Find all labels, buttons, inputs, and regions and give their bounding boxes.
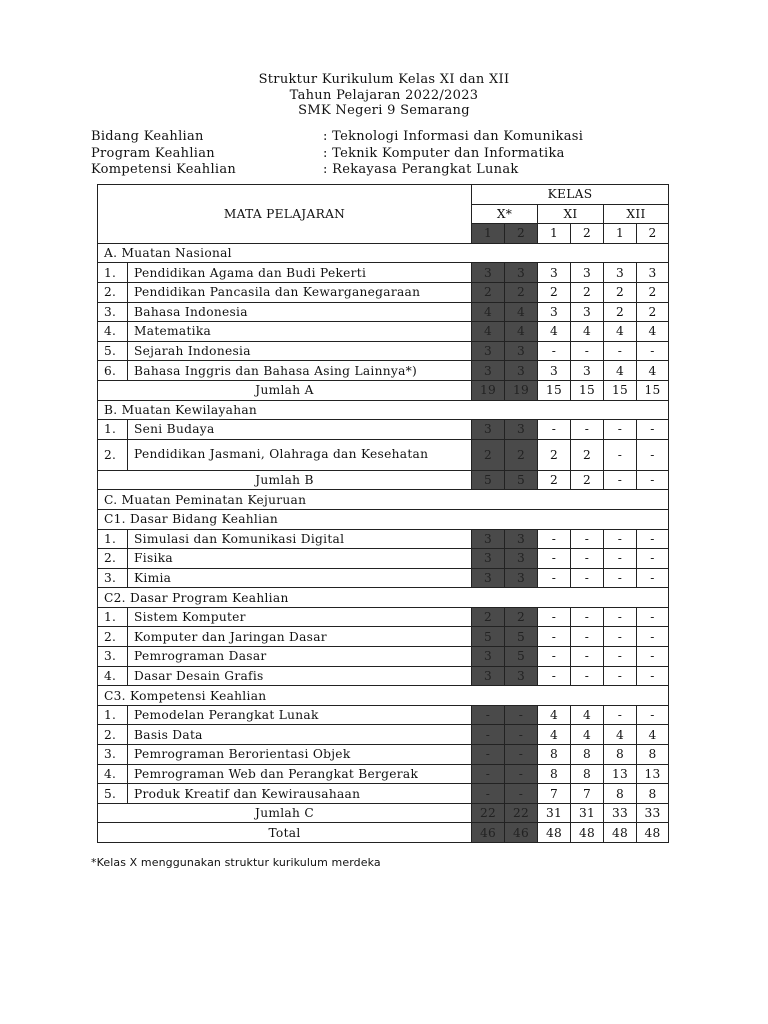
curriculum-table	[97, 184, 669, 843]
hours-cell: -	[604, 627, 637, 647]
section-label: C3. Kompetensi Keahlian	[98, 686, 669, 706]
row-number: 1.	[98, 263, 128, 283]
hours-cell: -	[472, 764, 505, 784]
row-number: 2.	[98, 549, 128, 569]
hours-cell: -	[637, 627, 669, 647]
hours-cell: 48	[637, 823, 669, 843]
hours-cell: -	[604, 439, 637, 470]
hours-cell: 2	[538, 282, 571, 302]
title-line-1: Struktur Kurikulum Kelas XI dan XII	[258, 72, 510, 87]
hours-cell: -	[571, 529, 604, 549]
hours-cell: -	[472, 725, 505, 745]
hours-cell: 3	[538, 302, 571, 322]
hours-cell: -	[505, 745, 538, 765]
table-row	[98, 420, 669, 440]
row-number: 3.	[98, 302, 128, 322]
hours-cell: 2	[571, 439, 604, 470]
hours-cell: 2	[472, 607, 505, 627]
hours-cell: -	[637, 549, 669, 569]
title-line-2: Tahun Pelajaran 2022/2023	[289, 87, 479, 103]
hours-cell: 3	[472, 666, 505, 686]
header-subject: MATA PELAJARAN	[98, 185, 472, 244]
table-row	[98, 302, 669, 322]
hours-cell: 48	[538, 823, 571, 843]
hours-cell: 2	[604, 282, 637, 302]
hours-cell: -	[538, 420, 571, 440]
hours-cell: 7	[571, 784, 604, 804]
hours-cell: -	[472, 705, 505, 725]
total-row	[98, 380, 669, 400]
row-number: 5.	[98, 341, 128, 361]
hours-cell: -	[505, 725, 538, 745]
hours-cell: 8	[571, 764, 604, 784]
hours-cell: -	[604, 341, 637, 361]
hours-cell: 3	[472, 549, 505, 569]
hours-cell: 3	[505, 549, 538, 569]
section-row	[98, 243, 669, 263]
row-number: 3.	[98, 745, 128, 765]
hours-cell: 8	[571, 745, 604, 765]
section-row	[98, 509, 669, 529]
subject-name: Bahasa Inggris dan Bahasa Asing Lainnya*)	[128, 361, 472, 381]
header-group-x: X*	[472, 204, 538, 224]
hours-cell: 3	[604, 263, 637, 283]
section-label: C2. Dasar Program Keahlian	[98, 588, 669, 608]
hours-cell: -	[538, 549, 571, 569]
row-number: 1.	[98, 529, 128, 549]
subject-name: Pemodelan Perangkat Lunak	[128, 705, 472, 725]
header-semester: 2	[637, 224, 669, 244]
hours-cell: 2	[604, 302, 637, 322]
subject-name: Bahasa Indonesia	[128, 302, 472, 322]
hours-cell: -	[538, 607, 571, 627]
hours-cell: 2	[637, 302, 669, 322]
header-group-xi: XI	[538, 204, 604, 224]
header-group-xii: XII	[604, 204, 669, 224]
title-line-3: SMK Negeri 9 Semarang	[298, 103, 470, 118]
row-number: 2.	[98, 282, 128, 302]
subject-name: Fisika	[128, 549, 472, 569]
hours-cell: 4	[505, 322, 538, 342]
hours-cell: 2	[472, 439, 505, 470]
hours-cell: 3	[505, 568, 538, 588]
hours-cell: -	[604, 568, 637, 588]
total-label: Total	[98, 823, 472, 843]
document-header	[0, 72, 768, 119]
hours-cell: -	[538, 568, 571, 588]
table-row	[98, 745, 669, 765]
meta-row	[91, 146, 583, 163]
row-number: 1.	[98, 420, 128, 440]
section-row	[98, 490, 669, 510]
hours-cell: -	[505, 705, 538, 725]
subject-name: Pendidikan Jasmani, Olahraga dan Kesehatan	[128, 439, 472, 470]
hours-cell: -	[604, 666, 637, 686]
hours-cell: 46	[472, 823, 505, 843]
meta-value: : Teknologi Informasi dan Komunikasi	[323, 129, 584, 144]
hours-cell: -	[538, 341, 571, 361]
hours-cell: 33	[637, 803, 669, 823]
hours-cell: -	[637, 607, 669, 627]
hours-cell: -	[472, 784, 505, 804]
row-number: 3.	[98, 568, 128, 588]
hours-cell: 4	[538, 725, 571, 745]
row-number: 4.	[98, 322, 128, 342]
hours-cell: 31	[571, 803, 604, 823]
subject-name: Dasar Desain Grafis	[128, 666, 472, 686]
table-row	[98, 705, 669, 725]
table-row	[98, 725, 669, 745]
section-row	[98, 686, 669, 706]
meta-value: : Teknik Komputer dan Informatika	[323, 145, 565, 161]
hours-cell: 5	[505, 470, 538, 490]
hours-cell: 4	[571, 705, 604, 725]
hours-cell: 3	[571, 361, 604, 381]
hours-cell: -	[538, 627, 571, 647]
hours-cell: 2	[472, 282, 505, 302]
hours-cell: -	[637, 666, 669, 686]
hours-cell: 48	[604, 823, 637, 843]
hours-cell: 8	[538, 745, 571, 765]
hours-cell: -	[637, 420, 669, 440]
section-label: C1. Dasar Bidang Keahlian	[98, 509, 669, 529]
table-row	[98, 647, 669, 667]
subject-name: Pemrograman Berorientasi Objek	[128, 745, 472, 765]
meta-row	[91, 129, 583, 146]
hours-cell: -	[538, 647, 571, 667]
table-row	[98, 764, 669, 784]
row-number: 2.	[98, 725, 128, 745]
table-row	[98, 568, 669, 588]
row-number: 2.	[98, 439, 128, 470]
subject-name: Pendidikan Pancasila dan Kewarganegaraan	[128, 282, 472, 302]
row-number: 1.	[98, 607, 128, 627]
header-semester: 1	[538, 224, 571, 244]
hours-cell: 3	[505, 666, 538, 686]
subject-name: Seni Budaya	[128, 420, 472, 440]
hours-cell: -	[571, 420, 604, 440]
hours-cell: -	[472, 745, 505, 765]
row-number: 4.	[98, 764, 128, 784]
hours-cell: 15	[538, 380, 571, 400]
hours-cell: -	[604, 607, 637, 627]
hours-cell: 3	[505, 420, 538, 440]
hours-cell: 13	[604, 764, 637, 784]
hours-cell: 3	[472, 341, 505, 361]
hours-cell: 5	[505, 627, 538, 647]
hours-cell: 2	[637, 282, 669, 302]
hours-cell: 33	[604, 803, 637, 823]
meta-value: : Rekayasa Perangkat Lunak	[323, 162, 519, 177]
hours-cell: 15	[571, 380, 604, 400]
subject-name: Pemrograman Web dan Perangkat Bergerak	[128, 764, 472, 784]
subject-name: Komputer dan Jaringan Dasar	[128, 627, 472, 647]
meta-row	[91, 162, 583, 179]
hours-cell: 3	[571, 263, 604, 283]
meta-key: Program Keahlian	[91, 145, 215, 161]
hours-cell: -	[505, 764, 538, 784]
hours-cell: 4	[604, 361, 637, 381]
section-row	[98, 400, 669, 420]
table-row	[98, 263, 669, 283]
hours-cell: -	[604, 420, 637, 440]
hours-cell: 5	[505, 647, 538, 667]
hours-cell: 3	[472, 568, 505, 588]
header-semester: 2	[571, 224, 604, 244]
hours-cell: -	[604, 705, 637, 725]
hours-cell: -	[604, 549, 637, 569]
hours-cell: -	[571, 341, 604, 361]
hours-cell: 4	[571, 322, 604, 342]
hours-cell: -	[571, 568, 604, 588]
table-row	[98, 282, 669, 302]
hours-cell: -	[571, 647, 604, 667]
hours-cell: 8	[604, 745, 637, 765]
table-row	[98, 784, 669, 804]
hours-cell: -	[571, 549, 604, 569]
meta-key: Kompetensi Keahlian	[91, 162, 237, 177]
hours-cell: 3	[472, 361, 505, 381]
hours-cell: 3	[505, 529, 538, 549]
hours-cell: 4	[637, 322, 669, 342]
subject-name: Basis Data	[128, 725, 472, 745]
hours-cell: 4	[571, 725, 604, 745]
hours-cell: 22	[505, 803, 538, 823]
hours-cell: -	[637, 439, 669, 470]
table-row	[98, 529, 669, 549]
hours-cell: 8	[604, 784, 637, 804]
hours-cell: -	[604, 647, 637, 667]
table-row	[98, 607, 669, 627]
hours-cell: 31	[538, 803, 571, 823]
hours-cell: 2	[505, 607, 538, 627]
hours-cell: -	[637, 341, 669, 361]
header-semester: 2	[505, 224, 538, 244]
hours-cell: -	[637, 529, 669, 549]
subject-name: Pendidikan Agama dan Budi Pekerti	[128, 263, 472, 283]
hours-cell: -	[604, 529, 637, 549]
hours-cell: 3	[538, 263, 571, 283]
hours-cell: 8	[637, 745, 669, 765]
total-label: Jumlah A	[98, 380, 472, 400]
header-semester: 1	[604, 224, 637, 244]
hours-cell: 15	[637, 380, 669, 400]
subject-name: Produk Kreatif dan Kewirausahaan	[128, 784, 472, 804]
meta-key: Bidang Keahlian	[91, 129, 204, 144]
hours-cell: -	[571, 627, 604, 647]
hours-cell: 19	[505, 380, 538, 400]
hours-cell: 4	[505, 302, 538, 322]
hours-cell: 2	[505, 282, 538, 302]
total-row	[98, 823, 669, 843]
total-row	[98, 470, 669, 490]
hours-cell: 5	[472, 627, 505, 647]
row-number: 4.	[98, 666, 128, 686]
table-row	[98, 666, 669, 686]
hours-cell: 3	[538, 361, 571, 381]
row-number: 3.	[98, 647, 128, 667]
footnote: *Kelas X menggunakan struktur kurikulum merdeka	[91, 856, 381, 869]
hours-cell: 2	[571, 282, 604, 302]
hours-cell: 4	[472, 302, 505, 322]
row-number: 2.	[98, 627, 128, 647]
hours-cell: 4	[538, 705, 571, 725]
subject-name: Sejarah Indonesia	[128, 341, 472, 361]
table-row	[98, 627, 669, 647]
section-label: A. Muatan Nasional	[98, 243, 669, 263]
hours-cell: 3	[505, 361, 538, 381]
hours-cell: 3	[472, 529, 505, 549]
row-number: 6.	[98, 361, 128, 381]
hours-cell: -	[637, 705, 669, 725]
hours-cell: 3	[505, 341, 538, 361]
hours-cell: 4	[538, 322, 571, 342]
hours-cell: -	[571, 607, 604, 627]
hours-cell: -	[538, 666, 571, 686]
total-label: Jumlah B	[98, 470, 472, 490]
subject-name: Pemrograman Dasar	[128, 647, 472, 667]
section-label: B. Muatan Kewilayahan	[98, 400, 669, 420]
hours-cell: 13	[637, 764, 669, 784]
hours-cell: 3	[505, 263, 538, 283]
subject-name: Simulasi dan Komunikasi Digital	[128, 529, 472, 549]
hours-cell: 5	[472, 470, 505, 490]
hours-cell: 8	[538, 764, 571, 784]
hours-cell: 3	[472, 647, 505, 667]
hours-cell: -	[538, 529, 571, 549]
hours-cell: 3	[637, 263, 669, 283]
hours-cell: 4	[637, 361, 669, 381]
hours-cell: 15	[604, 380, 637, 400]
hours-cell: 4	[472, 322, 505, 342]
hours-cell: 4	[604, 725, 637, 745]
table-row	[98, 549, 669, 569]
hours-cell: 2	[538, 470, 571, 490]
hours-cell: 46	[505, 823, 538, 843]
total-row	[98, 803, 669, 823]
row-number: 5.	[98, 784, 128, 804]
table-row	[98, 361, 669, 381]
row-number: 1.	[98, 705, 128, 725]
table-row	[98, 341, 669, 361]
subject-name: Kimia	[128, 568, 472, 588]
header-kelas: KELAS	[472, 185, 669, 205]
table-row	[98, 439, 669, 470]
section-label: C. Muatan Peminatan Kejuruan	[98, 490, 669, 510]
hours-cell: 7	[538, 784, 571, 804]
hours-cell: 8	[637, 784, 669, 804]
hours-cell: 3	[472, 420, 505, 440]
section-row	[98, 588, 669, 608]
hours-cell: 2	[505, 439, 538, 470]
program-info	[91, 129, 583, 179]
hours-cell: -	[637, 470, 669, 490]
hours-cell: -	[571, 666, 604, 686]
hours-cell: -	[637, 568, 669, 588]
hours-cell: -	[505, 784, 538, 804]
header-semester: 1	[472, 224, 505, 244]
hours-cell: 3	[472, 263, 505, 283]
hours-cell: 22	[472, 803, 505, 823]
hours-cell: 3	[571, 302, 604, 322]
total-label: Jumlah C	[98, 803, 472, 823]
hours-cell: 2	[571, 470, 604, 490]
hours-cell: -	[604, 470, 637, 490]
hours-cell: 48	[571, 823, 604, 843]
hours-cell: 4	[637, 725, 669, 745]
table-body	[98, 243, 669, 842]
table-row	[98, 322, 669, 342]
hours-cell: 2	[538, 439, 571, 470]
hours-cell: -	[637, 647, 669, 667]
subject-name: Sistem Komputer	[128, 607, 472, 627]
hours-cell: 4	[604, 322, 637, 342]
hours-cell: 19	[472, 380, 505, 400]
subject-name: Matematika	[128, 322, 472, 342]
